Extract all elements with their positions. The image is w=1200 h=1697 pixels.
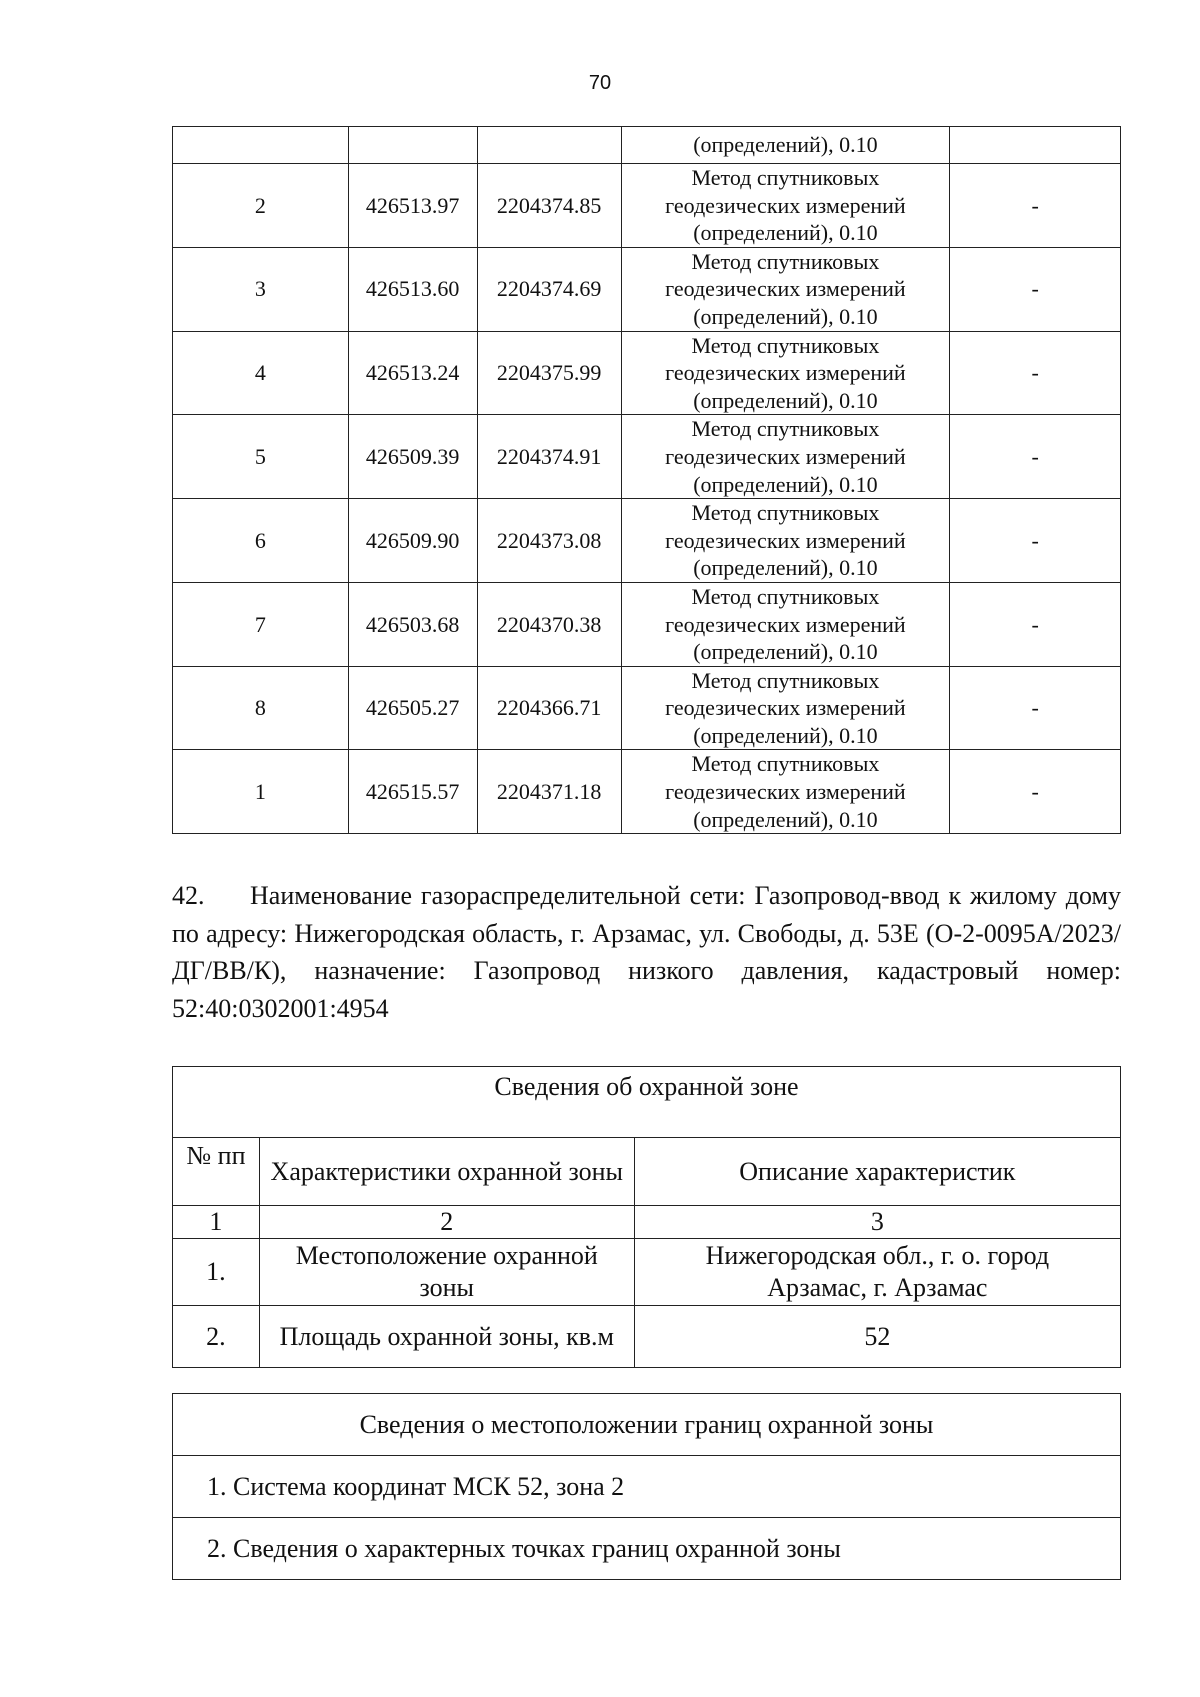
method-line: (определений), 0.10 bbox=[693, 387, 878, 413]
table-row bbox=[173, 666, 1121, 750]
cell-description: - bbox=[950, 499, 1121, 583]
cell-point-number: 7 bbox=[173, 582, 349, 666]
cell-point-number: 5 bbox=[173, 415, 349, 499]
table-row bbox=[173, 247, 1121, 331]
cell-method bbox=[621, 750, 950, 834]
cell-method bbox=[621, 331, 950, 415]
cell-description: - bbox=[950, 582, 1121, 666]
cell-x: 426513.97 bbox=[348, 164, 477, 248]
method-line: геодезических измерений bbox=[665, 611, 906, 637]
table-caption-row bbox=[173, 1394, 1121, 1456]
section-number: 42. bbox=[172, 881, 205, 910]
cell-description: - bbox=[950, 415, 1121, 499]
method-line: геодезических измерений bbox=[665, 443, 906, 469]
table-row bbox=[173, 582, 1121, 666]
cell-description: - bbox=[950, 666, 1121, 750]
header-number: № пп bbox=[173, 1138, 260, 1206]
section-paragraph bbox=[172, 877, 1121, 1027]
row-name: Местоположение охранной зоны bbox=[259, 1239, 634, 1306]
table-row bbox=[173, 1518, 1121, 1580]
table-row bbox=[173, 127, 1121, 164]
method-line: Метод спутниковых bbox=[691, 332, 880, 358]
method-line: Метод спутниковых bbox=[691, 165, 880, 190]
cell-point-number: 1 bbox=[173, 750, 349, 834]
section-text: Наименование газораспределительной сети: Газопровод-ввод к жилому дому по адресу: Нижегородская область, г. Арзамас, ул. Свободы, д. 53Е (О-2-0095А/2023/ДГ/ВВ/К), назначение: Газопровод низкого давления, кадастровый номер: 52:40:0302001:4954 bbox=[172, 881, 1121, 1023]
cell-y: 2204374.85 bbox=[477, 164, 621, 248]
table-row bbox=[173, 331, 1121, 415]
cell-description: - bbox=[950, 247, 1121, 331]
method-line: (определений), 0.10 bbox=[693, 220, 878, 246]
cell-method: (определений), 0.10 bbox=[621, 127, 950, 164]
method-line: геодезических измерений bbox=[665, 527, 906, 553]
cell-x bbox=[348, 127, 477, 164]
table-caption-row bbox=[173, 1067, 1121, 1138]
row-value: 52 bbox=[634, 1306, 1120, 1368]
cell-point-number: 8 bbox=[173, 666, 349, 750]
cell-point-number: 4 bbox=[173, 331, 349, 415]
table-header-row bbox=[173, 1138, 1121, 1206]
cell-point-number: 3 bbox=[173, 247, 349, 331]
cell-x: 426509.39 bbox=[348, 415, 477, 499]
list-item: 2. Сведения о характерных точках границ охранной зоны bbox=[173, 1518, 1121, 1580]
cell-point-number: 2 bbox=[173, 164, 349, 248]
method-line: (определений), 0.10 bbox=[693, 722, 878, 748]
method-line: Метод спутниковых bbox=[691, 416, 880, 442]
cell-x: 426505.27 bbox=[348, 666, 477, 750]
table-index-row bbox=[173, 1206, 1121, 1239]
location-boundaries-table bbox=[172, 1393, 1121, 1580]
cell-y: 2204374.91 bbox=[477, 415, 621, 499]
method-line: Метод спутниковых bbox=[691, 583, 880, 609]
method-line: геодезических измерений bbox=[665, 360, 906, 386]
header-characteristics: Характеристики охранной зоны bbox=[259, 1138, 634, 1206]
cell-description: - bbox=[950, 750, 1121, 834]
table-row bbox=[173, 164, 1121, 248]
table-row bbox=[173, 415, 1121, 499]
list-item: 1. Система координат МСК 52, зона 2 bbox=[173, 1456, 1121, 1518]
coordinates-table bbox=[172, 126, 1121, 834]
method-line: Метод спутниковых bbox=[691, 751, 880, 777]
cell-description bbox=[950, 127, 1121, 164]
cell-method bbox=[621, 164, 950, 248]
method-line: геодезических измерений bbox=[665, 192, 906, 218]
method-line: (определений), 0.10 bbox=[693, 471, 878, 497]
table-caption: Сведения об охранной зоне bbox=[173, 1067, 1121, 1138]
method-line: (определений), 0.10 bbox=[693, 303, 878, 329]
method-line: (определений), 0.10 bbox=[693, 639, 878, 665]
table-row bbox=[173, 1239, 1121, 1306]
header-description: Описание характеристик bbox=[634, 1138, 1120, 1206]
row-name: Площадь охранной зоны, кв.м bbox=[259, 1306, 634, 1368]
table-row bbox=[173, 1456, 1121, 1518]
cell-x: 426513.60 bbox=[348, 247, 477, 331]
table-row bbox=[173, 750, 1121, 834]
method-line: Метод спутниковых bbox=[691, 248, 880, 274]
method-line: (определений), 0.10 bbox=[693, 555, 878, 581]
page-number: 70 bbox=[588, 72, 612, 94]
index-cell: 1 bbox=[173, 1206, 260, 1239]
table-row bbox=[173, 1306, 1121, 1368]
cell-y: 2204373.08 bbox=[477, 499, 621, 583]
cell-y: 2204375.99 bbox=[477, 331, 621, 415]
method-line: геодезических измерений bbox=[665, 779, 906, 805]
protection-zone-table bbox=[172, 1066, 1121, 1368]
row-value: Нижегородская обл., г. о. город Арзамас, г. Арзамас bbox=[634, 1239, 1120, 1306]
cell-method bbox=[621, 415, 950, 499]
table-caption: Сведения о местоположении границ охранной зоны bbox=[173, 1394, 1121, 1456]
cell-x: 426509.90 bbox=[348, 499, 477, 583]
cell-point-number bbox=[173, 127, 349, 164]
method-line: (определений), 0.10 bbox=[693, 806, 878, 832]
cell-x: 426503.68 bbox=[348, 582, 477, 666]
cell-description: - bbox=[950, 164, 1121, 248]
cell-method bbox=[621, 499, 950, 583]
method-line: Метод спутниковых bbox=[691, 500, 880, 526]
row-number: 2. bbox=[173, 1306, 260, 1368]
cell-method bbox=[621, 582, 950, 666]
table-row bbox=[173, 499, 1121, 583]
index-cell: 2 bbox=[259, 1206, 634, 1239]
cell-y: 2204370.38 bbox=[477, 582, 621, 666]
cell-x: 426513.24 bbox=[348, 331, 477, 415]
cell-y: 2204374.69 bbox=[477, 247, 621, 331]
method-line: геодезических измерений bbox=[665, 276, 906, 302]
cell-x: 426515.57 bbox=[348, 750, 477, 834]
cell-description: - bbox=[950, 331, 1121, 415]
cell-point-number: 6 bbox=[173, 499, 349, 583]
row-number: 1. bbox=[173, 1239, 260, 1306]
cell-y: 2204366.71 bbox=[477, 666, 621, 750]
index-cell: 3 bbox=[634, 1206, 1120, 1239]
cell-method bbox=[621, 247, 950, 331]
cell-method bbox=[621, 666, 950, 750]
method-line: Метод спутниковых bbox=[691, 667, 880, 693]
cell-y bbox=[477, 127, 621, 164]
method-line: геодезических измерений bbox=[665, 695, 906, 721]
cell-y: 2204371.18 bbox=[477, 750, 621, 834]
